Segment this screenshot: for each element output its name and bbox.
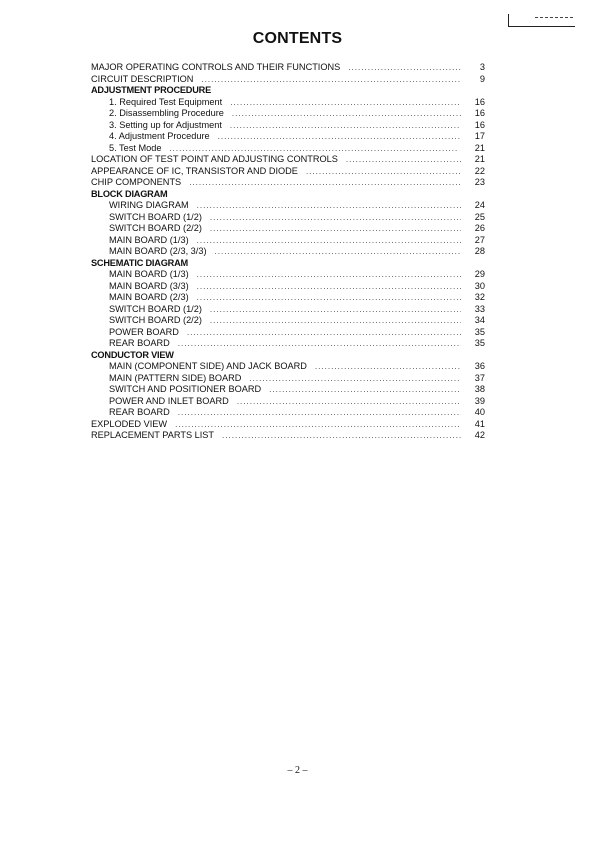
toc-entry-page: 33 xyxy=(474,303,485,314)
dot-leader xyxy=(230,97,461,109)
dot-leader xyxy=(197,235,461,247)
toc-entry-label: REPLACEMENT PARTS LIST xyxy=(91,430,215,440)
dot-leader xyxy=(187,327,461,339)
dot-leader xyxy=(249,373,461,385)
section-heading-conductor-view: CONDUCTOR VIEW xyxy=(91,349,174,360)
toc-entry-page: 35 xyxy=(474,326,485,337)
toc-entry-page: 27 xyxy=(474,234,485,245)
toc-entry-page: 21 xyxy=(474,154,485,164)
toc-entry[interactable] xyxy=(91,200,485,212)
dot-leader xyxy=(218,131,461,143)
toc-entry-label: EXPLODED VIEW xyxy=(91,418,168,429)
dot-leader xyxy=(230,120,461,132)
dot-leader xyxy=(222,430,461,442)
dot-leader xyxy=(197,281,461,293)
toc-entry-label: SWITCH BOARD (1/2) xyxy=(109,211,202,222)
toc-entry-replacement-parts-list[interactable] xyxy=(91,430,485,442)
dot-leader xyxy=(348,62,461,74)
toc-entry-page: 26 xyxy=(474,223,485,233)
toc-entry[interactable] xyxy=(91,154,485,166)
toc-entry-label: POWER BOARD xyxy=(109,326,179,337)
dot-leader xyxy=(210,212,461,224)
toc-entry[interactable] xyxy=(91,315,485,327)
dot-leader xyxy=(175,419,461,431)
section-heading-adjustment-procedure: ADJUSTMENT PROCEDURE xyxy=(91,85,212,95)
table-of-contents xyxy=(91,62,485,442)
toc-entry[interactable] xyxy=(91,304,485,316)
toc-entry-circuit-description[interactable] xyxy=(91,74,485,86)
toc-entry[interactable] xyxy=(91,373,485,385)
dot-leader xyxy=(178,338,461,350)
dot-leader xyxy=(210,223,461,235)
toc-entry-page: 29 xyxy=(474,269,485,279)
toc-entry-page: 17 xyxy=(474,131,485,141)
page-title: CONTENTS xyxy=(252,30,343,47)
toc-entry-major-operating-controls[interactable] xyxy=(91,62,485,74)
toc-entry-page: 21 xyxy=(474,142,485,153)
toc-entry-label: CHIP COMPONENTS xyxy=(91,177,182,187)
toc-entry-label: MAIN (PATTERN SIDE) BOARD xyxy=(109,372,242,383)
dot-leader xyxy=(201,74,461,86)
toc-entry[interactable] xyxy=(91,281,485,293)
toc-entry-page: 38 xyxy=(474,384,485,394)
toc-entry[interactable] xyxy=(91,396,485,408)
toc-entry-label: REAR BOARD xyxy=(109,338,170,348)
toc-entry-page: 40 xyxy=(474,407,485,417)
dot-leader xyxy=(346,154,461,166)
toc-entry-page: 9 xyxy=(479,73,485,84)
toc-entry-page: 22 xyxy=(474,165,485,176)
toc-entry[interactable] xyxy=(91,269,485,281)
toc-entry-page: 23 xyxy=(474,177,485,187)
toc-entry[interactable] xyxy=(91,235,485,247)
toc-entry[interactable] xyxy=(91,407,485,419)
dot-leader xyxy=(197,200,461,212)
dot-leader xyxy=(269,384,461,396)
toc-entry-label: 3. Setting up for Adjustment xyxy=(109,119,222,130)
toc-entry[interactable] xyxy=(91,97,485,109)
dot-leader xyxy=(197,292,461,304)
toc-entry-page: 3 xyxy=(479,62,485,72)
toc-entry[interactable] xyxy=(91,327,485,339)
toc-entry-page: 28 xyxy=(474,246,485,256)
toc-entry-page: 16 xyxy=(474,119,485,130)
dot-leader xyxy=(169,143,461,155)
toc-entry[interactable] xyxy=(91,223,485,235)
toc-entry-label: MAIN BOARD (1/3) xyxy=(109,269,189,279)
dot-leader xyxy=(315,361,461,373)
dot-leader xyxy=(210,315,461,327)
toc-entry-page: 30 xyxy=(474,280,485,291)
toc-entry-label: MAIN (COMPONENT SIDE) AND JACK BOARD xyxy=(109,361,307,371)
toc-entry[interactable] xyxy=(91,143,485,155)
corner-registration-mark xyxy=(508,14,575,27)
toc-entry-page: 42 xyxy=(474,430,485,440)
toc-entry[interactable] xyxy=(91,338,485,350)
toc-entry-label: MAJOR OPERATING CONTROLS AND THEIR FUNCTIONS xyxy=(91,62,341,72)
toc-entry-label: 2. Disassembling Procedure xyxy=(109,108,224,118)
toc-entry-label: APPEARANCE OF IC, TRANSISTOR AND DIODE xyxy=(91,165,298,176)
dot-leader xyxy=(237,396,461,408)
toc-entry[interactable] xyxy=(91,361,485,373)
toc-entry-exploded-view[interactable] xyxy=(91,419,485,431)
toc-entry-label: WIRING DIAGRAM xyxy=(109,200,189,210)
toc-entry[interactable] xyxy=(91,292,485,304)
toc-entry-label: MAIN BOARD (1/3) xyxy=(109,234,189,245)
toc-entry[interactable] xyxy=(91,166,485,178)
toc-entry-page: 34 xyxy=(474,315,485,325)
toc-entry-label: MAIN BOARD (3/3) xyxy=(109,280,189,291)
toc-entry-label: MAIN BOARD (2/3) xyxy=(109,292,189,302)
toc-entry-label: SWITCH BOARD (2/2) xyxy=(109,223,202,233)
toc-entry-page: 25 xyxy=(474,211,485,222)
toc-entry-label: 4. Adjustment Procedure xyxy=(109,131,210,141)
toc-entry-label: LOCATION OF TEST POINT AND ADJUSTING CONTROLS xyxy=(91,154,338,164)
dot-leader xyxy=(306,166,461,178)
toc-entry-page: 41 xyxy=(474,418,485,429)
dot-leader xyxy=(197,269,461,281)
toc-entry[interactable] xyxy=(91,120,485,132)
dot-leader xyxy=(210,304,461,316)
toc-entry-label: MAIN BOARD (2/3, 3/3) xyxy=(109,246,207,256)
toc-entry-label: SWITCH AND POSITIONER BOARD xyxy=(109,384,262,394)
toc-entry-page: 16 xyxy=(474,96,485,107)
toc-entry-page: 39 xyxy=(474,395,485,406)
toc-entry[interactable] xyxy=(91,384,485,396)
section-heading-block-diagram: BLOCK DIAGRAM xyxy=(91,188,168,199)
toc-entry[interactable] xyxy=(91,212,485,224)
page-number: – 2 – xyxy=(287,765,308,776)
toc-entry[interactable] xyxy=(91,108,485,120)
toc-entry[interactable] xyxy=(91,131,485,143)
toc-entry-label: 5. Test Mode xyxy=(109,142,162,153)
toc-entry-page: 36 xyxy=(474,361,485,371)
toc-entry-page: 24 xyxy=(474,200,485,210)
toc-entry[interactable] xyxy=(91,177,485,189)
toc-entry-label: SWITCH BOARD (2/2) xyxy=(109,315,202,325)
dot-leader xyxy=(189,177,461,189)
toc-entry-label: POWER AND INLET BOARD xyxy=(109,395,229,406)
toc-entry-page: 32 xyxy=(474,292,485,302)
toc-entry-label: CIRCUIT DESCRIPTION xyxy=(91,73,194,84)
toc-entry-page: 16 xyxy=(474,108,485,118)
toc-entry-label: SWITCH BOARD (1/2) xyxy=(109,303,202,314)
toc-entry-label: 1. Required Test Equipment xyxy=(109,96,223,107)
toc-entry[interactable] xyxy=(91,246,485,258)
toc-entry-page: 37 xyxy=(474,372,485,383)
toc-entry-page: 35 xyxy=(474,338,485,348)
dot-leader xyxy=(215,246,461,258)
toc-entry-label: REAR BOARD xyxy=(109,407,170,417)
dot-leader xyxy=(178,407,461,419)
section-heading-schematic-diagram: SCHEMATIC DIAGRAM xyxy=(91,257,188,268)
dot-leader xyxy=(232,108,461,120)
